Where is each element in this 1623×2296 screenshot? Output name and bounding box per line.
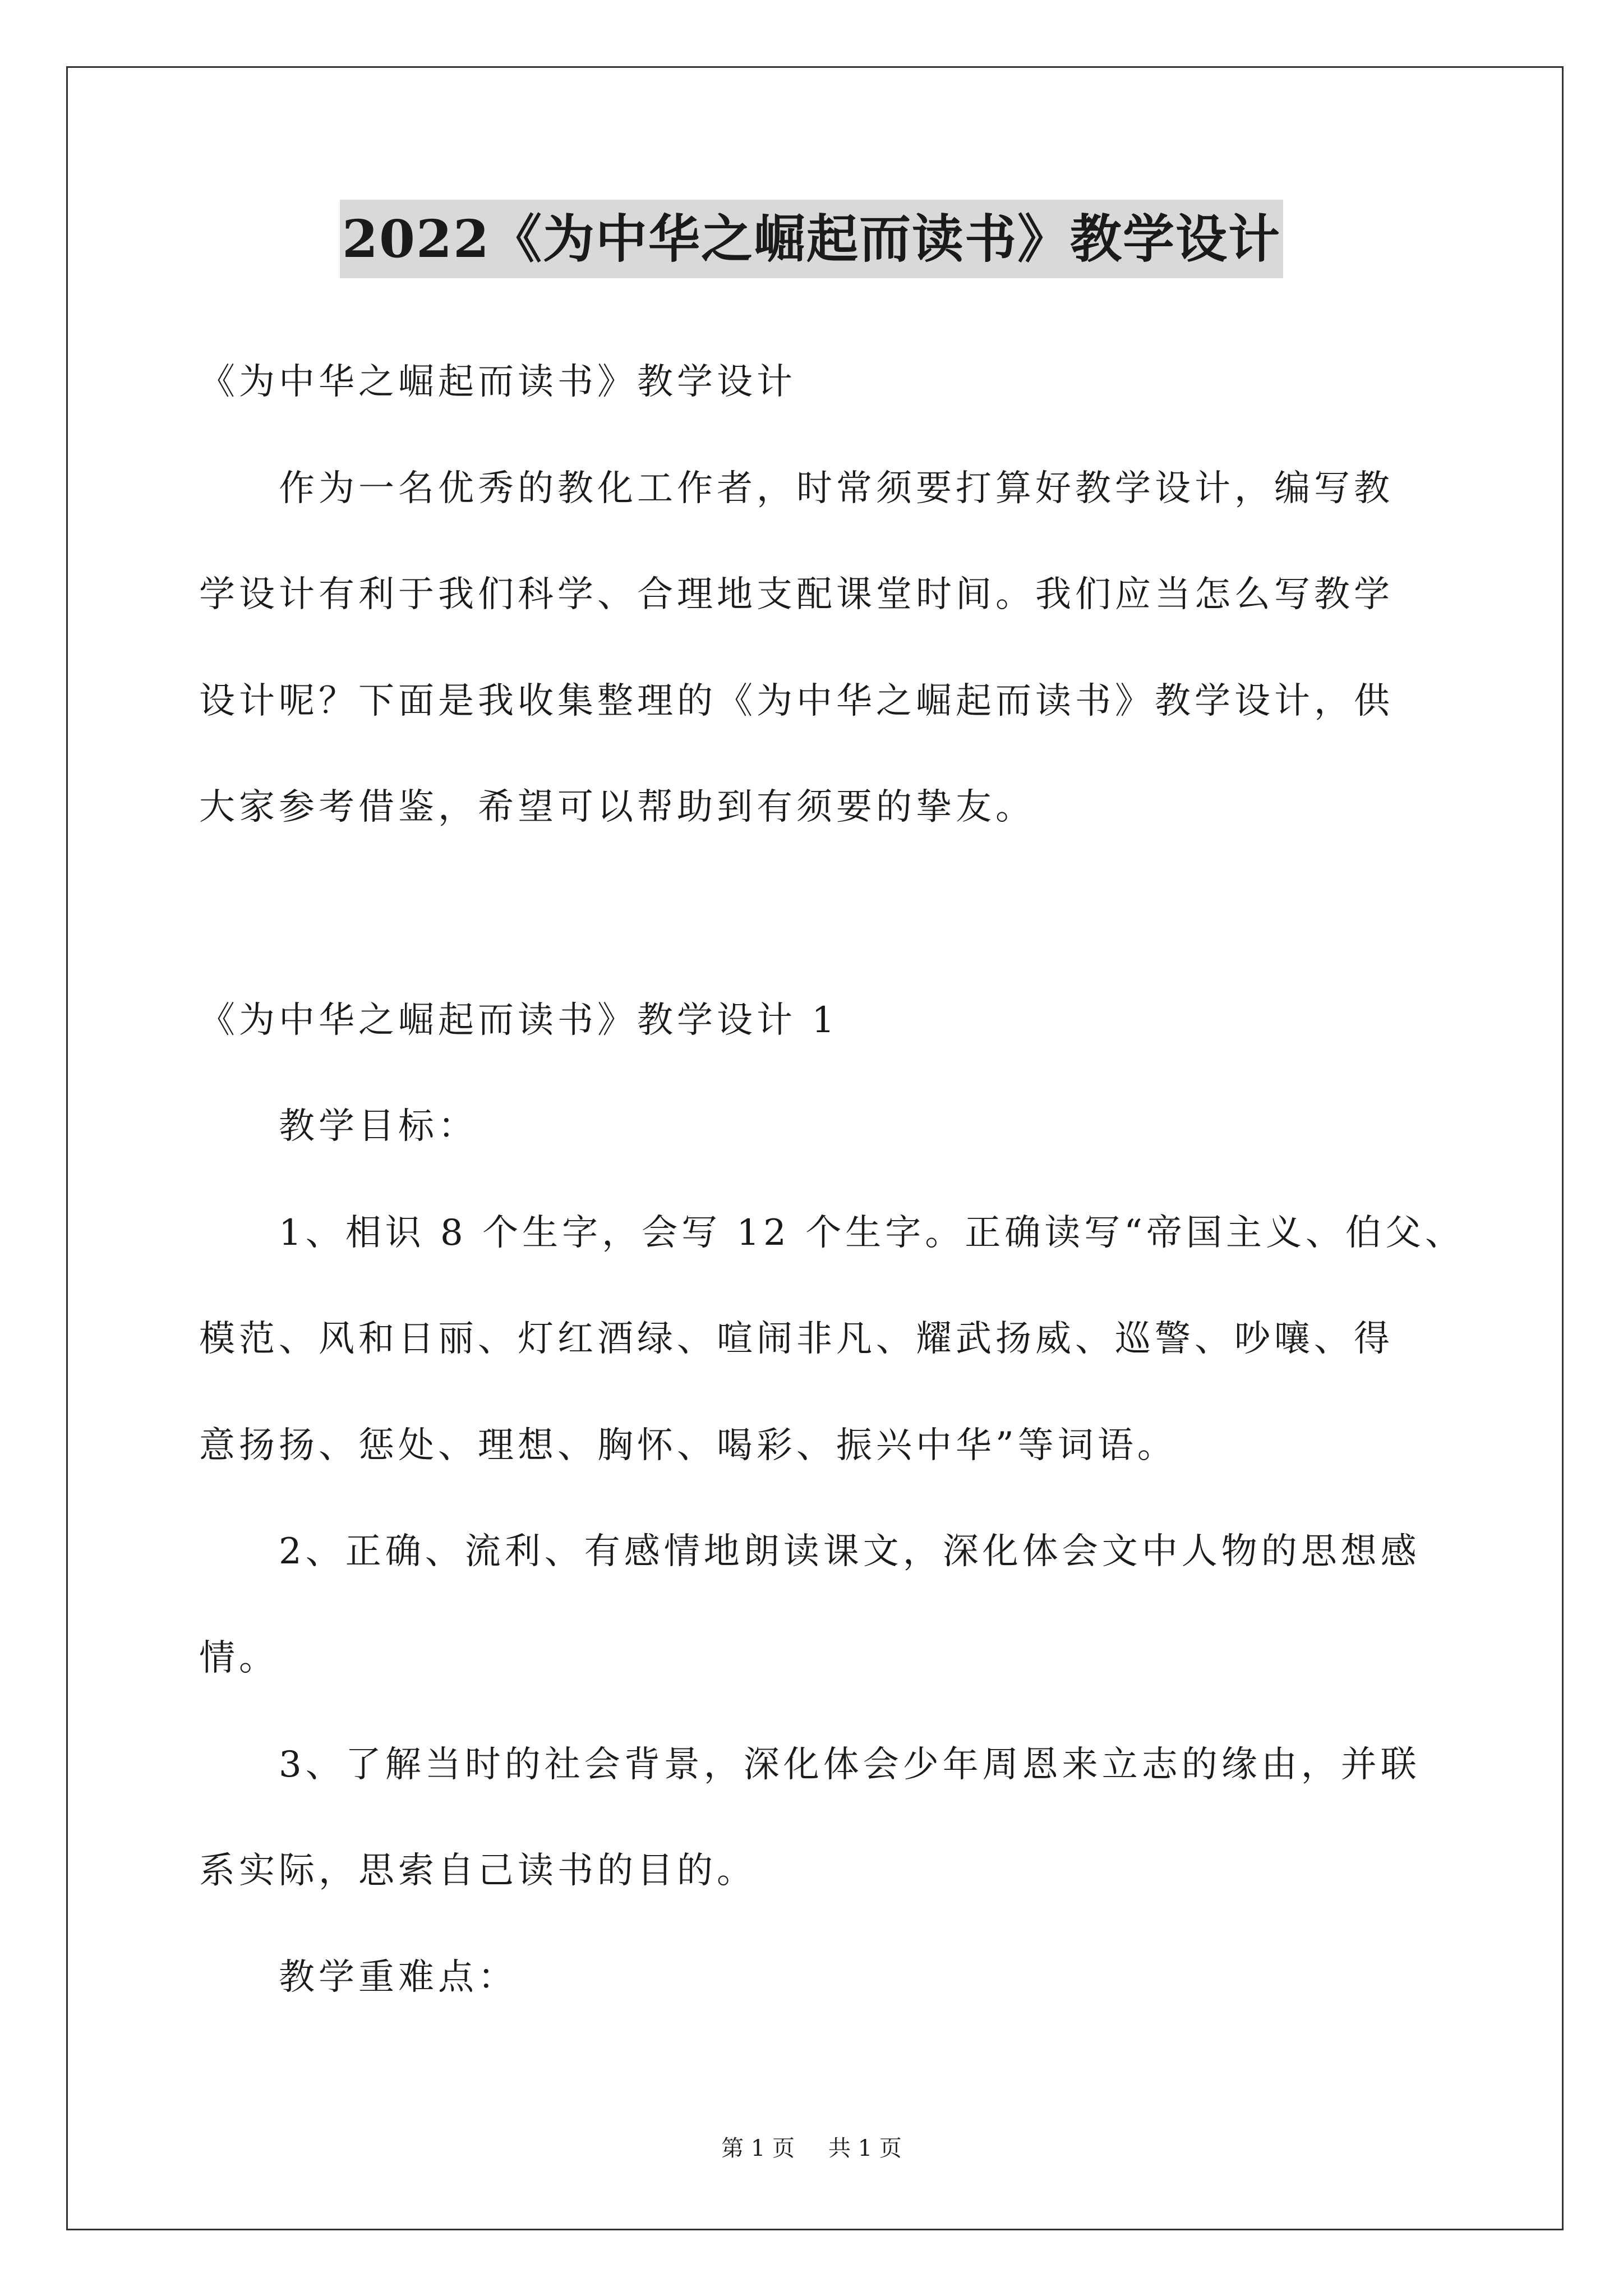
section-heading: 《为中华之崛起而读书》教学设计 1 [199,1000,839,1041]
page-footer [0,2132,1623,2165]
objective-2-line-1: 2、正确、流利、有感情地朗读课文，深化体会文中人物的思想感 [199,1531,1421,1572]
intro-line-1: 作为一名优秀的教化工作者，时常须要打算好教学设计，编写教 [199,468,1394,509]
objectives-heading: 教学目标： [199,1106,478,1147]
subtitle-line: 《为中华之崛起而读书》教学设计 [199,361,796,403]
objective-3-line-1: 3、了解当时的社会背景，深化体会少年周恩来立志的缘由，并联 [199,1744,1421,1786]
objective-1-line-3: 意扬扬、惩处、理想、胸怀、喝彩、振兴中华”等词语。 [199,1425,1177,1466]
intro-line-2: 学设计有利于我们科学、合理地支配课堂时间。我们应当怎么写教学 [199,574,1394,615]
objective-1-line-2: 模范、风和日丽、灯红酒绿、喧闹非凡、耀武扬威、巡警、吵嚷、得 [199,1318,1394,1360]
intro-line-4: 大家参考借鉴，希望可以帮助到有须要的挚友。 [199,786,1035,828]
objective-2-line-2: 情。 [199,1637,279,1679]
intro-line-3: 设计呢？下面是我收集整理的《为中华之崛起而读书》教学设计，供 [199,680,1394,722]
page-total: 共 1 页 [828,2136,902,2161]
document-title: 2022《为中华之崛起而读书》教学设计 [340,200,1283,278]
key-points-heading: 教学重难点： [199,1957,518,1998]
title-container [0,200,1623,278]
objective-3-line-2: 系实际，思索自己读书的目的。 [199,1850,757,1892]
objective-1-line-1: 1、相识 8 个生字，会写 12 个生字。正确读写“帝国主义、伯父、 [199,1212,1465,1254]
page-number: 第 1 页 [721,2136,795,2161]
